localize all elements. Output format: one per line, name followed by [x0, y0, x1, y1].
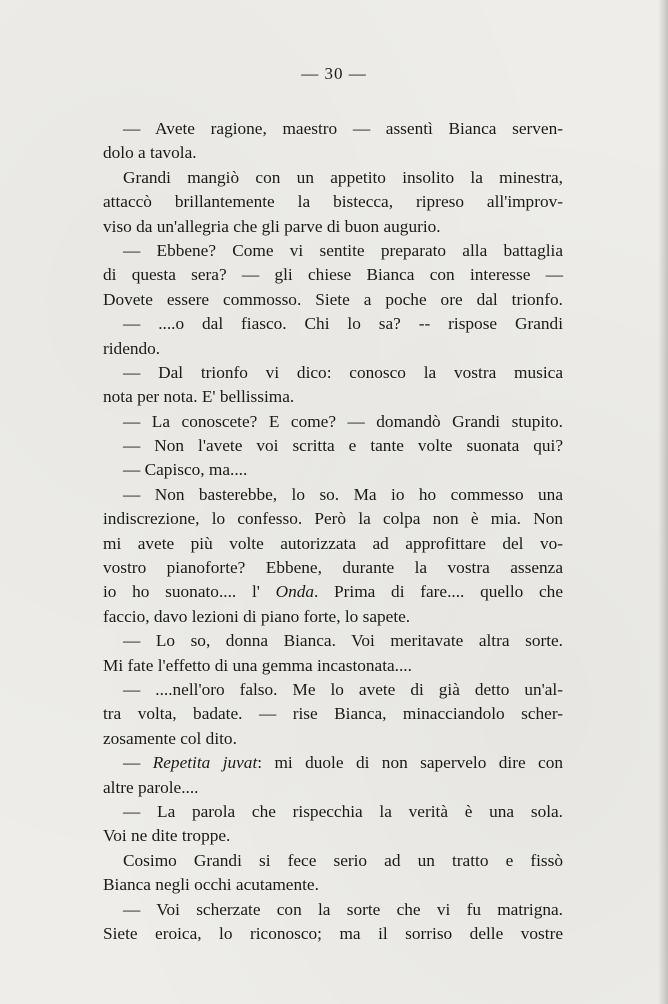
text-line: — La parola che rispecchia la verità è una sola. — [123, 801, 563, 821]
text-line: — ....o dal fiasco. Chi lo sa? -- rispose Grandi — [123, 314, 563, 334]
text-line: mi avete più volte autorizzata ad approfittare del vo- — [103, 533, 563, 553]
text-line: dolo a tavola. — [103, 143, 197, 163]
text-fragment: . Prima di fare.... quello che — [314, 582, 563, 602]
text-line: Voi ne dite troppe. — [103, 826, 231, 846]
text-fragment: io ho suonato.... l' — [103, 582, 276, 602]
text-line: — Lo so, donna Bianca. Voi meritavate altra sorte. — [123, 631, 563, 651]
text-line: di questa sera? — gli chiese Bianca con interesse — — [103, 265, 563, 285]
text-line: Bianca negli occhi acutamente. — [103, 875, 319, 895]
text-line: tra volta, badate. — rise Bianca, minacciandolo scher- — [103, 704, 563, 724]
page-number: — 30 — — [301, 64, 367, 83]
text-line: — Avete ragione, maestro — assentì Bianca serven- — [123, 119, 563, 138]
text-line: — Non basterebbe, lo so. Ma io ho commesso una — [123, 484, 563, 504]
text-line: zosamente col dito. — [103, 728, 237, 748]
italic-title: Onda — [275, 582, 314, 602]
text-line: Dovete essere commosso. Siete a poche ore dal trionfo. — [103, 289, 563, 309]
text-line: — La conoscete? E come? — domandò Grandi stupito. — [123, 411, 563, 431]
text-line: — Non l'avete voi scritta e tante volte suonata qui? — [123, 436, 563, 456]
text-fragment: — — [123, 753, 153, 773]
text-line: attaccò brillantemente la bistecca, ripreso all'improv- — [103, 192, 563, 212]
text-line: vostro pianoforte? Ebbene, durante la vostra assenza — [103, 558, 563, 578]
text-line: — Capisco, ma.... — [123, 460, 248, 480]
text-line: ridendo. — [103, 338, 161, 358]
text-line: — Voi scherzate con la sorte che vi fu matrigna. — [123, 899, 563, 919]
text-fragment: : mi duole di non sapervelo dire con — [257, 753, 563, 773]
text-line: — Dal trionfo vi dico: conosco la vostra musica — [123, 362, 563, 382]
text-line: Grandi mangiò con un appetito insolito la minestra, — [123, 167, 563, 187]
text-line: viso da un'allegria che gli parve di buon augurio. — [103, 216, 441, 236]
text-line — [103, 751, 563, 775]
text-line: Siete eroica, lo riconosco; ma il sorriso delle vostre — [103, 923, 563, 943]
text-line — [103, 580, 563, 604]
text-line: nota per nota. E' bellissima. — [103, 387, 295, 407]
text-line: Mi fate l'effetto di una gemma incastonata.... — [103, 655, 412, 675]
text-line: — ....nell'oro falso. Me lo avete di già detto un'al- — [123, 679, 563, 699]
page-edge-shadow — [658, 0, 668, 1004]
text-line: Cosimo Grandi si fece serio ad un tratto e fissò — [123, 850, 563, 870]
text-line: altre parole.... — [103, 777, 199, 797]
text-line: faccio, davo lezioni di piano forte, lo sapete. — [103, 606, 411, 626]
text-line: — Ebbene? Come vi sentite preparato alla battaglia — [123, 240, 563, 260]
italic-phrase: Repetita juvat — [152, 753, 258, 773]
text-line: indiscrezione, lo confesso. Però la colpa non è mia. Non — [103, 509, 563, 529]
body-text — [103, 117, 563, 946]
